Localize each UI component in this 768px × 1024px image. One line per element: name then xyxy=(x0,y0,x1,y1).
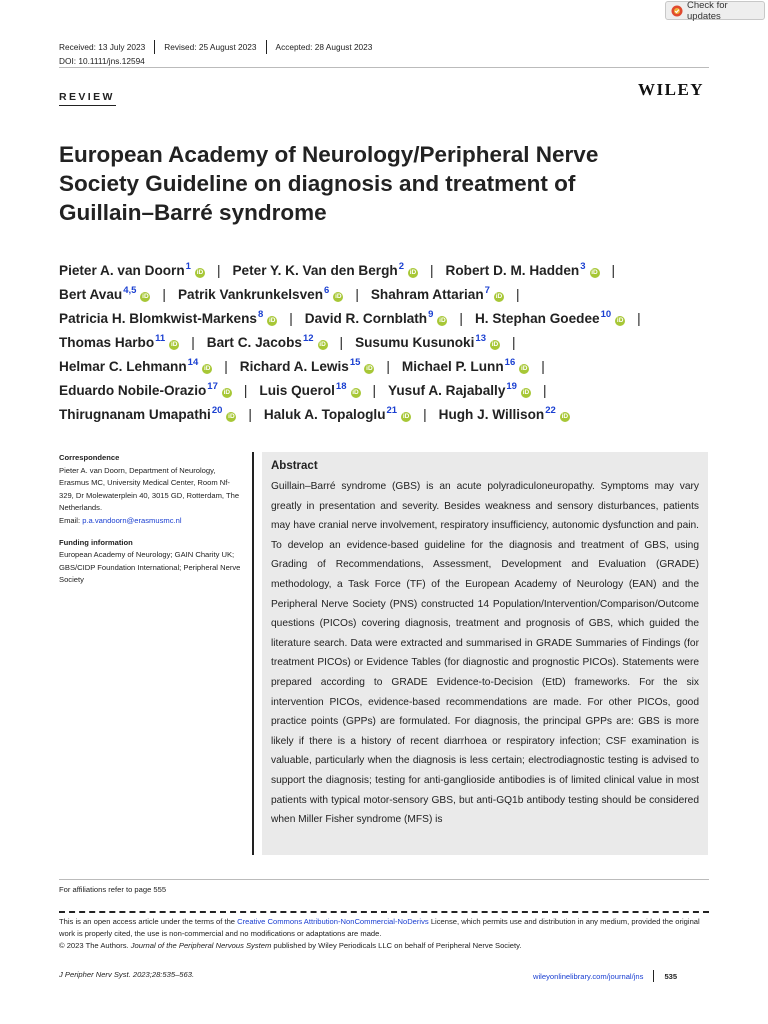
correspondence-address: Pieter A. van Doorn, Department of Neurology, Erasmus MC, University Medical Center, Room Nf-329, Dr Molewaterplein 40, 3015 GD, Rotterdam, The Netherlands. xyxy=(59,465,240,513)
author-separator: | xyxy=(216,263,221,278)
affiliation-number: 13 xyxy=(475,333,486,344)
author-name: H. Stephan Goedee xyxy=(474,311,600,326)
affiliation-number: 17 xyxy=(207,381,218,392)
author[interactable] xyxy=(178,287,343,302)
author-separator: | xyxy=(243,383,248,398)
check-updates-icon xyxy=(671,5,683,17)
affiliation-number: 21 xyxy=(386,405,398,416)
author[interactable] xyxy=(305,311,448,326)
author[interactable] xyxy=(240,359,375,374)
orcid-icon[interactable]: iD xyxy=(439,317,446,324)
accepted-date: Accepted: 28 August 2023 xyxy=(275,42,373,52)
orcid-icon[interactable]: iD xyxy=(616,317,624,324)
orcid-icon[interactable]: iD xyxy=(335,293,342,300)
footer-right xyxy=(533,970,677,982)
author-name: Michael P. Lunn xyxy=(401,359,504,374)
copyright-suffix: published by Wiley Periodicals LLC on behalf of Peripheral Nerve Society. xyxy=(271,941,522,951)
author[interactable] xyxy=(59,359,212,374)
author-separator: | xyxy=(611,263,616,278)
orcid-icon[interactable]: iD xyxy=(268,317,276,324)
sidebar-info xyxy=(59,452,244,596)
section-label: REVIEW xyxy=(59,91,115,103)
author[interactable] xyxy=(59,407,236,422)
journal-url[interactable]: wileyonlinelibrary.com/journal/jns xyxy=(533,971,644,981)
doi: DOI: 10.1111/jns.12594 xyxy=(59,56,145,66)
correspondence-email xyxy=(59,515,244,528)
affiliations-note: For affiliations refer to page 555 xyxy=(59,885,167,894)
author-line xyxy=(59,375,724,399)
author[interactable] xyxy=(59,335,179,350)
author-separator: | xyxy=(339,335,344,350)
author-name: Bart C. Jacobs xyxy=(206,335,302,350)
author-name: Peter Y. K. Van den Bergh xyxy=(232,263,398,278)
abstract-text: Guillain–Barré syndrome (GBS) is an acute polyradiculoneuropathy. Symptoms may vary greatly in presentation and severity. Besides weakness and sensory disturbances, patients may have cranial nerve involvement, respiratory insufficiency, autonomic dysfunction and pain. To develop an evidence-based guideline for the diagnosis and treatment of GBS, using Grading of Recommendations, Assessment, Development and Evaluation (GRADE) methodology, a Task Force (TF) of the European Academy of Neurology (EAN) and the Peripheral Nerve Society (PNS) constructed 14 Population/Intervention/Comparison/Outcome questions (PICOs) covering diagnosis, treatment and prognosis of GBS, which guided the literature search. Data were extracted and summarised in GRADE Summaries of Findings (for treatment PICOs) or Evidence Tables (for diagnostic and prognostic PICOs). Statements were prepared according to GRADE Evidence-to-Decision (EtD) frameworks. For the six intervention PICOs, evidence-based recommendations are made. For other PICOs, good practice points (GPPs) are formulated. For diagnosis, the principal GPPs are: GBS is more likely if there is a history of recent diarrhoea or respiratory infection; CSF examination is valuable, particularly when the diagnosis is less certain; electrodiagnostic testing is advised to support the diagnosis; testing for anti-ganglioside antibodies is of limited clinical value in most patients with typical motor-sensory GBS, but anti-GQ1b antibody testing should be considered when Miller Fisher syndrome (MFS) is xyxy=(271,481,699,826)
affiliation-number: 1 xyxy=(185,261,191,272)
affiliation-number: 16 xyxy=(504,357,516,368)
correspondence-block xyxy=(59,452,244,528)
affiliation-number: 6 xyxy=(324,285,330,296)
affiliation-number: 18 xyxy=(335,381,347,392)
author-separator: | xyxy=(248,407,252,422)
author-line xyxy=(59,327,724,351)
author[interactable] xyxy=(59,263,205,278)
author[interactable] xyxy=(355,335,500,350)
orcid-icon[interactable]: iD xyxy=(142,293,149,300)
author-line xyxy=(59,351,724,375)
abstract-heading: Abstract xyxy=(271,460,318,472)
orcid-icon[interactable]: iD xyxy=(223,389,231,396)
funding-heading: Funding information xyxy=(59,537,133,547)
check-for-updates-button[interactable] xyxy=(665,1,765,20)
author-name: Patrik Vankrunkelsven xyxy=(177,287,324,302)
journal-name: Journal of the Peripheral Nervous System xyxy=(130,941,272,951)
author[interactable] xyxy=(59,383,232,398)
funding-block xyxy=(59,537,244,587)
affiliation-number: 22 xyxy=(545,405,556,416)
section-underline xyxy=(59,105,116,106)
author[interactable] xyxy=(388,383,531,398)
author[interactable] xyxy=(439,407,570,422)
author-separator: | xyxy=(542,383,547,398)
author-separator: | xyxy=(429,263,434,278)
affiliation-number: 8 xyxy=(257,309,264,320)
author-line xyxy=(59,399,724,423)
author-separator: | xyxy=(541,359,545,374)
author-separator: | xyxy=(289,311,293,326)
affiliation-number: 15 xyxy=(349,357,361,368)
check-updates-label: Check for updates xyxy=(687,0,728,22)
author[interactable] xyxy=(446,263,600,278)
affiliation-number: 10 xyxy=(600,309,612,320)
orcid-icon[interactable]: iD xyxy=(522,389,530,396)
author-name: Bert Avau xyxy=(59,287,123,302)
footer-divider xyxy=(653,970,654,982)
date-divider xyxy=(266,40,267,54)
affiliation-number: 7 xyxy=(484,285,490,296)
copyright-prefix: © 2023 The Authors. xyxy=(59,941,131,951)
author-separator: | xyxy=(515,287,520,302)
funding-text: European Academy of Neurology; GAIN Charity UK; GBS/CIDP Foundation International; Peripheral Nerve Society xyxy=(59,550,241,585)
orcid-icon[interactable]: iD xyxy=(196,269,204,276)
author-list xyxy=(59,255,724,423)
author-name: Eduardo Nobile-Orazio xyxy=(59,383,207,398)
author-separator: | xyxy=(224,359,228,374)
author-name: Haluk A. Topaloglu xyxy=(263,407,386,422)
affiliation-number: 11 xyxy=(155,333,166,344)
orcid-icon[interactable]: iD xyxy=(352,389,359,396)
author-line xyxy=(59,303,724,327)
affiliation-number: 9 xyxy=(428,309,434,320)
email-label: Email: xyxy=(59,515,83,525)
affiliation-number: 20 xyxy=(211,405,223,416)
correspondence-heading: Correspondence xyxy=(59,453,120,462)
author[interactable] xyxy=(475,311,625,326)
orcid-icon[interactable]: iD xyxy=(561,413,569,420)
article-dates xyxy=(59,40,372,54)
column-divider xyxy=(252,452,254,855)
author[interactable] xyxy=(259,383,360,398)
page-number: 535 xyxy=(664,971,678,981)
author[interactable] xyxy=(207,335,328,350)
author[interactable] xyxy=(59,287,150,302)
author-separator: | xyxy=(511,335,516,350)
author[interactable] xyxy=(264,407,411,422)
author-name: Hugh J. Willison xyxy=(438,407,545,422)
license-suffix: License, which permits use and distribution in any medium, provided the original work is properly cited, the use is non-commercial and no modifications or adaptations are made. xyxy=(59,917,700,939)
author-name: David R. Cornblath xyxy=(304,311,428,326)
author-name: Luis Querol xyxy=(259,383,335,398)
orcid-icon[interactable]: iD xyxy=(228,413,235,420)
orcid-icon[interactable]: iD xyxy=(409,269,417,276)
orcid-icon[interactable]: iD xyxy=(491,341,499,348)
author-separator: | xyxy=(355,287,359,302)
header-rule xyxy=(59,67,709,68)
author-name: Yusuf A. Rajabally xyxy=(388,383,506,398)
author[interactable] xyxy=(402,359,529,374)
affiliations-rule xyxy=(59,879,709,880)
orcid-icon[interactable]: iD xyxy=(402,413,410,420)
affiliation-number: 2 xyxy=(398,261,404,272)
author-separator: | xyxy=(459,311,463,326)
author-name: Pieter A. van Doorn xyxy=(59,263,185,278)
orcid-icon[interactable]: iD xyxy=(319,341,326,348)
affiliation-number: 4,5 xyxy=(123,285,137,296)
author-name: Thirugnanam Umapathi xyxy=(59,407,211,422)
orcid-icon[interactable]: iD xyxy=(204,365,211,372)
author-separator: | xyxy=(162,287,166,302)
license-prefix: This is an open access article under the terms of the xyxy=(59,917,238,926)
author[interactable] xyxy=(232,263,418,278)
author-separator: | xyxy=(386,359,390,374)
author-name: Thomas Harbo xyxy=(59,335,155,350)
email-link[interactable]: p.a.vandoorn@erasmusmc.nl xyxy=(82,515,182,525)
received-date: Received: 13 July 2023 xyxy=(59,42,146,52)
citation: J Peripher Nerv Syst. 2023;28:535–563. xyxy=(59,970,195,979)
affiliation-number: 19 xyxy=(506,381,517,392)
orcid-icon[interactable]: iD xyxy=(591,269,598,276)
affiliation-number: 3 xyxy=(580,261,586,272)
author[interactable] xyxy=(371,287,504,302)
article-title: European Academy of Neurology/Peripheral Nerve Society Guideline on diagnosis and treatment of Guillain–Barré syndrome xyxy=(59,142,599,225)
author-name: Robert D. M. Hadden xyxy=(445,263,580,278)
author-separator: | xyxy=(423,407,427,422)
author-name: Susumu Kusunoki xyxy=(355,335,475,350)
orcid-icon[interactable]: iD xyxy=(366,365,373,372)
author-name: Patricia H. Blomkwist-Markens xyxy=(59,311,257,326)
revised-date: Revised: 25 August 2023 xyxy=(164,42,257,52)
author-name: Richard A. Lewis xyxy=(239,359,349,374)
license-divider xyxy=(59,911,709,913)
author-separator: | xyxy=(637,311,641,326)
author-separator: | xyxy=(191,335,195,350)
affiliation-number: 14 xyxy=(187,357,199,368)
orcid-icon[interactable]: iD xyxy=(170,341,178,348)
author-name: Shahram Attarian xyxy=(370,287,484,302)
author-separator: | xyxy=(372,383,377,398)
author-line xyxy=(59,255,724,279)
author[interactable] xyxy=(59,311,277,326)
affiliation-number: 12 xyxy=(302,333,314,344)
wiley-logo: WILEY xyxy=(638,80,705,99)
date-divider xyxy=(154,40,155,54)
author-name: Helmar C. Lehmann xyxy=(59,359,187,374)
license-link[interactable]: Creative Commons Attribution-NonCommercial-NoDerivs xyxy=(237,917,429,926)
author-line xyxy=(59,279,724,303)
orcid-icon[interactable]: iD xyxy=(495,293,503,300)
orcid-icon[interactable]: iD xyxy=(520,365,528,372)
license-text xyxy=(59,916,709,953)
